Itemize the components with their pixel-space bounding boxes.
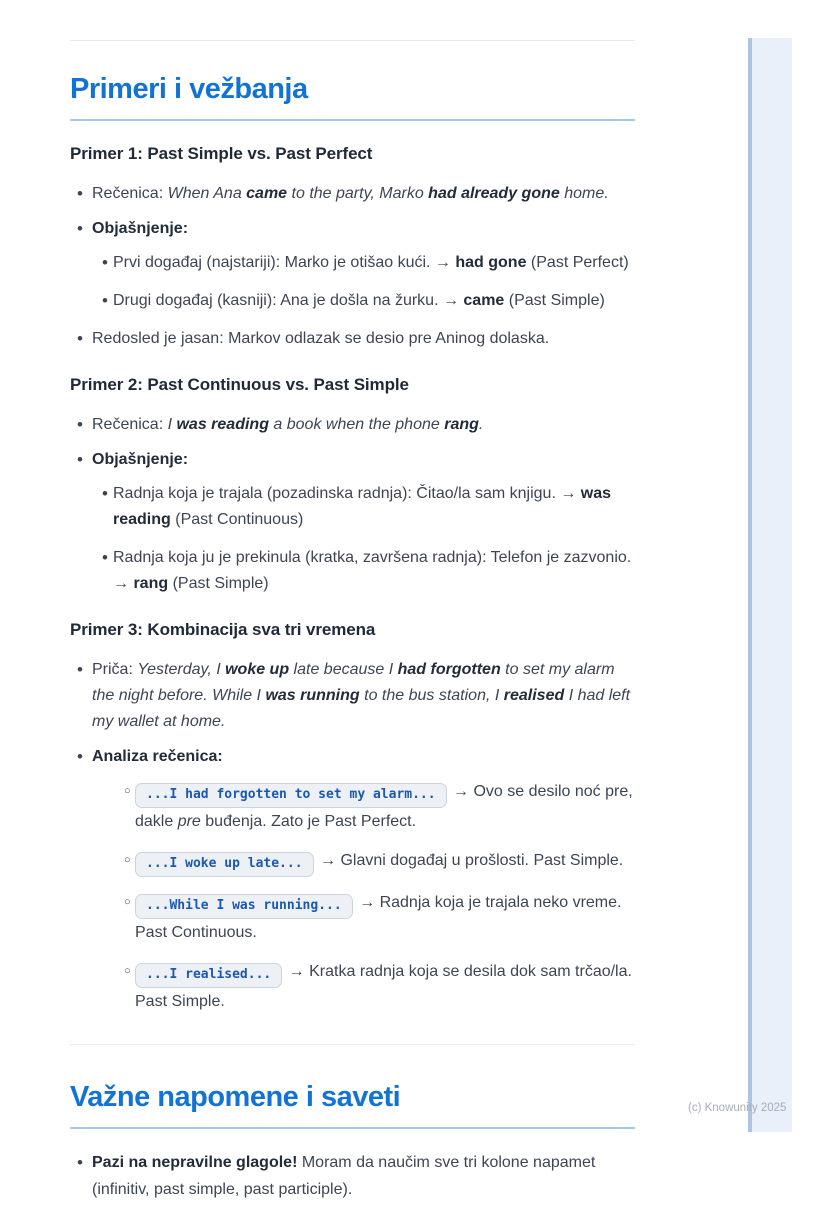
text-run: Objašnjenje: (92, 220, 189, 237)
text-run: pre (177, 813, 201, 830)
analysis-item-realised (92, 958, 635, 1015)
text-run: had forgotten (397, 661, 501, 678)
bullet-icon (102, 250, 108, 277)
text-run: (Past Continuous) (170, 511, 304, 528)
circle-bullet-icon (124, 958, 131, 985)
bullet-icon (102, 545, 108, 572)
document-content (70, 0, 635, 1212)
list-item-prica (70, 657, 635, 735)
list-item-prvi-dogadjaj (92, 250, 635, 276)
list-item-objasnjenje-2 (70, 447, 635, 597)
text-run: buđenja. Zato je Past Perfect. (200, 813, 417, 830)
text-run: woke up (225, 661, 290, 678)
primer2-list (70, 412, 635, 597)
text-run: (Past Simple) (504, 292, 605, 309)
primer1-heading: Primer 1: Past Simple vs. Past Perfect (70, 144, 373, 163)
list-item-radnja-prekinula (92, 545, 635, 597)
circle-bullet-icon (124, 847, 131, 874)
text-run: had already gone (428, 185, 560, 202)
text-run: a book when the phone (268, 416, 445, 433)
text-run: came (463, 292, 505, 309)
bullet-icon (77, 181, 83, 208)
text-run: to the bus station, I (359, 687, 504, 704)
text-run: Radnja koja ju je prekinula (kratka, završena radnja): Telefon je zazvonio. → (113, 549, 632, 592)
text-run: Yesterday, I (137, 661, 226, 678)
primer1-list (70, 181, 635, 352)
top-divider (70, 40, 635, 41)
primer3-list (70, 657, 635, 1015)
code-chip: ...I woke up late... (135, 852, 314, 877)
text-run: to set my alarm the night before. While I (92, 661, 615, 704)
primer2-heading: Primer 2: Past Continuous vs. Past Simple (70, 375, 409, 394)
text-run: Redosled je jasan: Markov odlazak se desio pre Aninog dolaska. (92, 330, 550, 347)
bullet-icon (77, 1149, 83, 1177)
section-title-primeri-i-vezbanja: Primeri i vežbanja (70, 71, 635, 121)
code-chip: ...I realised... (135, 963, 282, 988)
text-run: → Ovo se desilo noć pre, dakle (135, 783, 633, 830)
list-item-recenica-1 (70, 181, 635, 207)
code-chip: ...I had forgotten to set my alarm... (135, 783, 447, 808)
code-chip: ...While I was running... (135, 894, 353, 919)
bullet-icon (77, 412, 83, 439)
text-run: Moram da naučim sve tri kolone napamet (infinitiv, past simple, past participle). (92, 1154, 596, 1198)
analysis-item-was-running (92, 889, 635, 946)
bullet-icon (102, 481, 108, 508)
text-run: → Glavni događaj u prošlosti. Past Simple. (315, 852, 624, 869)
list-item-radnja-trajala (92, 481, 635, 533)
analiza-sublist (92, 778, 635, 1015)
text-run: rang (444, 416, 479, 433)
text-run: → Kratka radnja koja se desila dok sam trčao/la. Past Simple. (135, 963, 632, 1010)
text-run: (Past Simple) (168, 575, 269, 592)
right-margin-strip (748, 38, 792, 1132)
text-run: had gone (455, 254, 527, 271)
circle-bullet-icon (124, 889, 131, 916)
section-divider (70, 1044, 635, 1045)
text-run: home. (559, 185, 609, 202)
text-run: Prvi događaj (najstariji): Marko je otišao kući. → (113, 254, 456, 271)
text-run: was reading (113, 485, 612, 528)
text-run: realised (503, 687, 565, 704)
text-run: was reading (176, 416, 269, 433)
analysis-item-had-forgotten (92, 778, 635, 835)
list-item-redosled (70, 326, 635, 352)
text-run: late because I (289, 661, 398, 678)
text-run: When Ana (167, 185, 247, 202)
bullet-icon (77, 326, 83, 353)
text-run: Objašnjenje: (92, 451, 189, 468)
section-title-vazne-napomene: Važne napomene i saveti (70, 1079, 635, 1129)
text-run: → Radnja koja je trajala neko vreme. Past Continuous. (135, 894, 622, 941)
bullet-icon (77, 657, 83, 684)
text-run: (Past Perfect) (526, 254, 629, 271)
text-run: Analiza rečenica: (92, 748, 223, 765)
list-item-drugi-dogadjaj (92, 288, 635, 314)
text-run: Rečenica: (92, 416, 168, 433)
text-run: Drugi događaj (kasniji): Ana je došla na žurku. → (113, 292, 464, 309)
bullet-icon (102, 288, 108, 315)
copyright-watermark: (c) Knowunity 2025 (688, 1102, 787, 1114)
text-run: Rečenica: (92, 185, 168, 202)
bullet-icon (77, 447, 83, 474)
primer3-heading: Primer 3: Kombinacija sva tri vremena (70, 620, 376, 639)
text-run: Priča: (92, 661, 138, 678)
text-run: came (246, 185, 288, 202)
circle-bullet-icon (124, 778, 131, 805)
bullet-icon (77, 216, 83, 243)
list-item-pazi-glagoli (70, 1149, 635, 1203)
text-run: rang (133, 575, 169, 592)
text-run: to the party, Marko (287, 185, 429, 202)
list-item-objasnjenje-1 (70, 216, 635, 314)
analysis-item-woke-up (92, 847, 635, 877)
text-run: I (167, 416, 177, 433)
list-item-analiza (70, 744, 635, 1015)
text-run: I had left my wallet at home. (92, 687, 631, 730)
bullet-icon (77, 744, 83, 771)
text-run: . (478, 416, 484, 433)
napomene-list (70, 1149, 635, 1203)
text-run: Radnja koja je trajala (pozadinska radnja): Čitao/la sam knjigu. → (113, 485, 581, 502)
text-run: was running (265, 687, 360, 704)
list-item-recenica-2 (70, 412, 635, 438)
primer2-sublist (92, 481, 635, 597)
text-run: Pazi na nepravilne glagole! (92, 1154, 298, 1171)
primer1-sublist (92, 250, 635, 314)
